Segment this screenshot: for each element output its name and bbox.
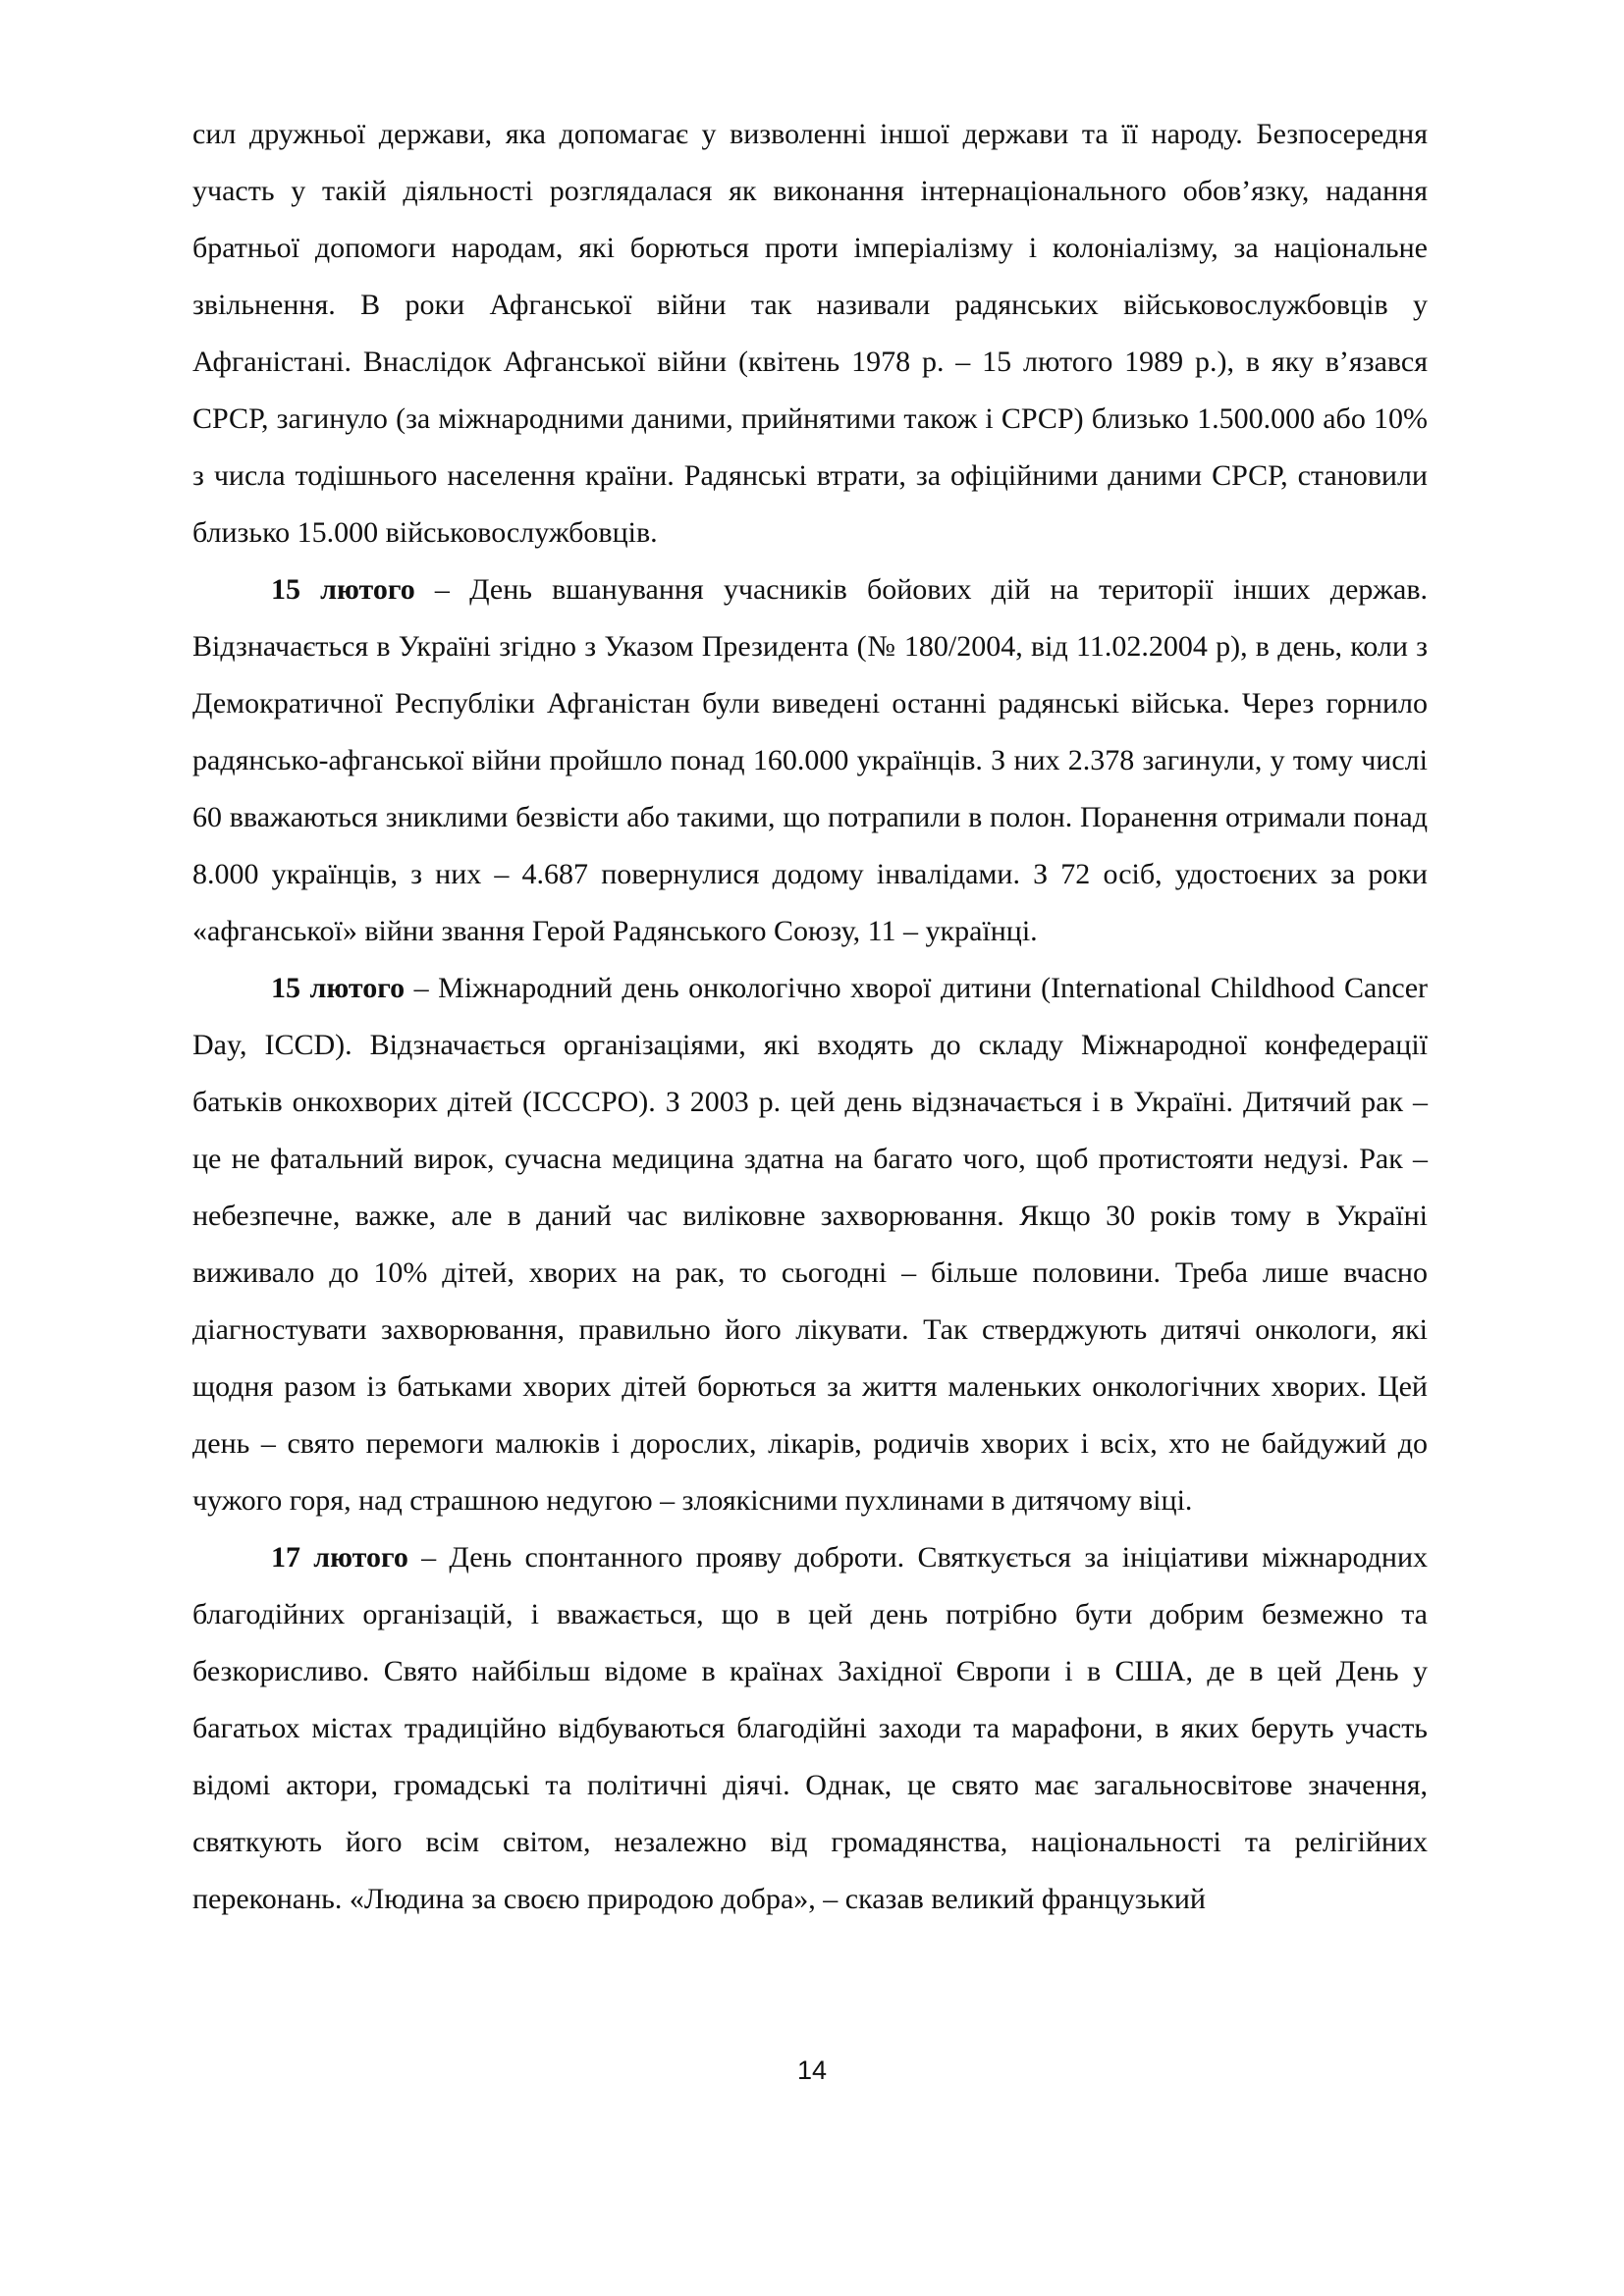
paragraph-feb-15-veterans	[192, 561, 1428, 960]
paragraph-text: – День вшанування учасників бойових дій на території інших держав. Відзначається в Україні згідно з Указом Президента (№ 180/2004, від 11.02.2004 р), в день, коли з Демократичної Республіки Афганістан були виведені останні радянські війська. Через горнило радянсько-афганської війни пройшло понад 160.000 українців. З них 2.378 загинули, у тому числі 60 вважаються зниклими безвісти або такими, що потрапили в полон. Поранення отримали понад 8.000 українців, з них – 4.687 повернулися додому інвалідами. З 72 осіб, удостоєних за роки «афганської» війни звання Герой Радянського Союзу, 11 – українці.	[192, 573, 1428, 947]
paragraph-text: – День спонтанного прояву доброти. Святкується за ініціативи міжнародних благодійних організацій, і вважається, що в цей день потрібно бути добрим безмежно та безкорисливо. Свято найбільш відоме в країнах Західної Європи і в США, де в цей День у багатьох містах традиційно відбуваються благодійні заходи та марафони, в яких беруть участь відомі актори, громадські та політичні діячі. Однак, це свято має загальносвітове значення, святкують його всім світом, незалежно від громадянства, національності та релігійних переконань. «Людина за своєю природою добра», – сказав великий французький	[192, 1541, 1428, 1915]
paragraph-feb-15-childhood-cancer	[192, 960, 1428, 1529]
paragraph-lead-date: 15 лютого	[271, 573, 415, 606]
page-number: 14	[796, 2056, 828, 2085]
paragraph-text: – Міжнародний день онкологічно хворої дитини (International Childhood Cancer Day, ICCD). Відзначається організаціями, які входять до складу Міжнародної конфедерації батьків онкохворих дітей (ICCCPO). З 2003 р. цей день відзначається і в Україні. Дитячий рак – це не фатальний вирок, сучасна медицина здатна на багато чого, щоб протистояти недузі. Рак – небезпечне, важке, але в даний час виліковне захворювання. Якщо 30 років тому в Україні виживало до 10% дітей, хворих на рак, то сьогодні – більше половини. Треба лише вчасно діагностувати захворювання, правильно його лікувати. Так стверджують дитячі онкологи, які щодня разом із батьками хворих дітей борються за життя маленьких онкологічних хворих. Цей день – свято перемоги малюків і дорослих, лікарів, родичів хворих і всіх, хто не байдужий до чужого горя, над страшною недугою – злоякісними пухлинами в дитячому віці.	[192, 972, 1428, 1517]
paragraph-continued	[192, 106, 1428, 561]
paragraph-lead-date: 15 лютого	[271, 972, 406, 1004]
document-body	[192, 106, 1428, 1928]
paragraph-feb-17-kindness	[192, 1529, 1428, 1928]
paragraph-text: сил дружньої держави, яка допомагає у визволенні іншої держави та її народу. Безпосередня участь у такій діяльності розглядалася як виконання інтернаціонального обов’язку, надання братньої допомоги народам, які борються проти імперіалізму і колоніалізму, за національне звільнення. В роки Афганської війни так називали радянських військовослужбовців у Афганістані. Внаслідок Афганської війни (квітень 1978 р. – 15 лютого 1989 р.), в яку в’язався СРСР, загинуло (за міжнародними даними, прийнятими також і СРСР) близько 1.500.000 або 10% з числа тодішнього населення країни. Радянські втрати, за офіційними даними СРСР, становили близько 15.000 військовослужбовців.	[192, 118, 1428, 549]
paragraph-lead-date: 17 лютого	[271, 1541, 408, 1574]
